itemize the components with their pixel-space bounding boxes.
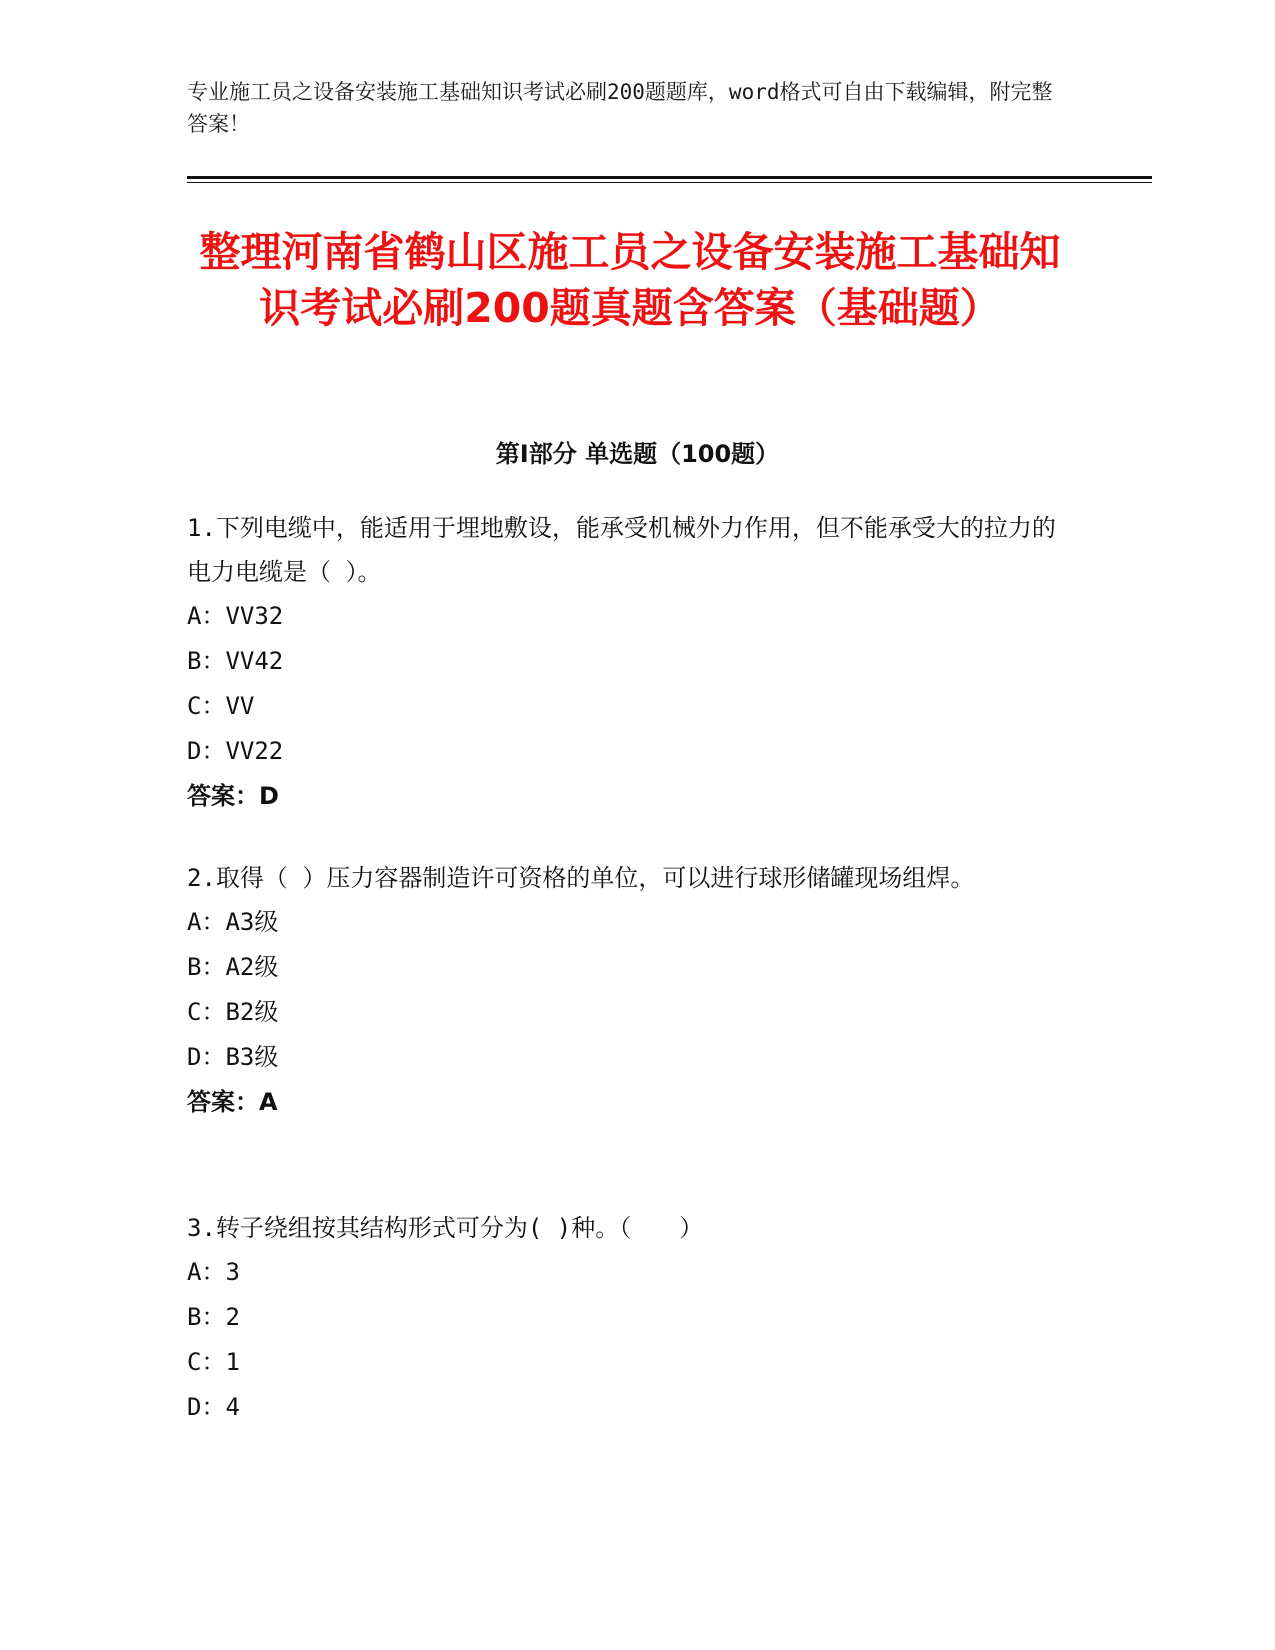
option-a: A：VV32	[187, 602, 284, 630]
header-rule-thin	[187, 182, 1152, 183]
question-2	[187, 856, 1067, 1124]
option-b: B：2	[187, 1303, 240, 1331]
question-1	[187, 506, 1067, 818]
option-c: C：VV	[187, 692, 255, 720]
option-c: C：1	[187, 1348, 240, 1376]
option-d: D：4	[187, 1393, 240, 1421]
option-a: A：A3级	[187, 908, 279, 936]
question-text: 3.转子绕组按其结构形式可分为( )种。（ ）	[187, 1214, 704, 1242]
option-a: A：3	[187, 1258, 240, 1286]
header-rule-thick	[187, 176, 1152, 179]
question-text: 1.下列电缆中，能适用于埋地敷设，能承受机械外力作用，但不能承受大的拉力的电力电缆是（ ）。	[187, 514, 1056, 586]
option-b: B：A2级	[187, 953, 279, 981]
option-d: D：VV22	[187, 737, 284, 765]
option-d: D：B3级	[187, 1043, 279, 1071]
option-b: B：VV42	[187, 647, 284, 675]
header-note: 专业施工员之设备安装施工基础知识考试必刷200题题库，word格式可自由下载编辑，附完整答案！	[187, 80, 1053, 136]
question-3	[187, 1206, 1067, 1430]
question-text: 2.取得（ ）压力容器制造许可资格的单位，可以进行球形储罐现场组焊。	[187, 864, 975, 892]
document-title: 整理河南省鹤山区施工员之设备安装施工基础知识考试必刷200题真题含答案（基础题）	[199, 228, 1061, 332]
section-title: 第Ⅰ部分 单选题（100题）	[495, 440, 780, 468]
option-c: C：B2级	[187, 998, 279, 1026]
answer-line: 答案：A	[187, 1088, 278, 1116]
answer-line: 答案：D	[187, 782, 279, 810]
